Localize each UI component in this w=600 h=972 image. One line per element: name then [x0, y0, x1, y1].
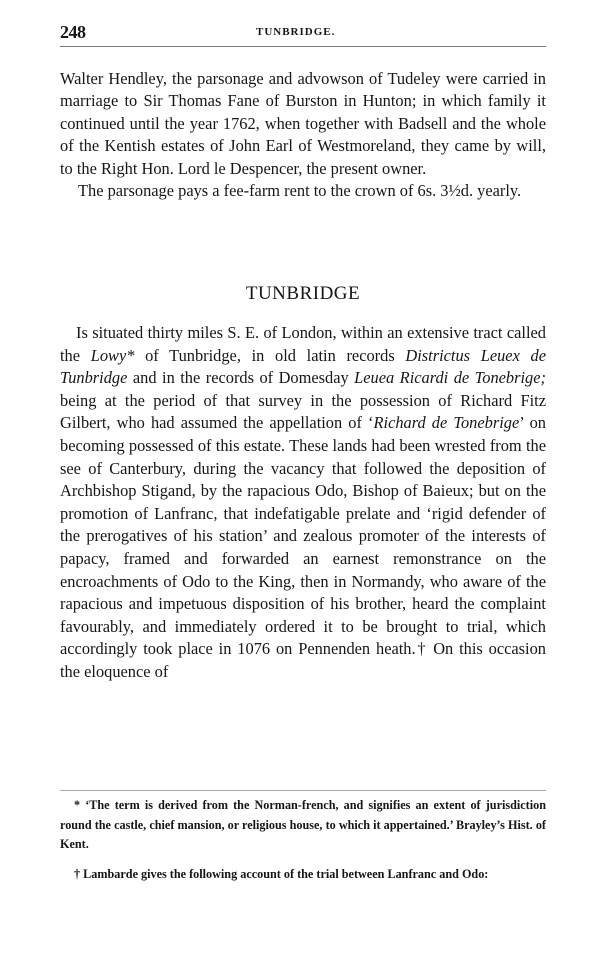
footnote-lowy: * ‘The term is derived from the Norman-french, and signifies an extent of jurisdiction round the castle, chief mansion, or religious house, to which it appertained.’ Brayley’s Hist. of Kent.	[60, 798, 546, 851]
header-rule	[60, 46, 546, 47]
running-title: TUNBRIDGE.	[256, 26, 336, 38]
latin-name-districtus: Districtus Leuex de Tunbridge	[60, 345, 546, 388]
text-run: of Tunbridge, in old latin records	[134, 345, 406, 365]
lowy-term: Lowy*	[90, 345, 135, 365]
footnotes	[60, 796, 546, 884]
running-head	[60, 22, 546, 44]
footnote-rule	[60, 790, 546, 791]
latin-name-leuea: Leuea Ricardi de Tonebrige;	[354, 368, 546, 388]
page-number: 248	[60, 22, 86, 42]
paragraph-tudeley: Walter Hendley, the parsonage and advowson of Tudeley were carried in marriage to Sir Thomas Fane of Burston in Hunton; in which family it continued until the year 1762, when together with Badsell and the whole of the Kentish estates of John Earl of Westmoreland, they came by will, to the Right Hon. Lord le Despencer, the present owner.	[60, 69, 546, 178]
text-run: and in the records of Domesday	[127, 368, 355, 388]
continuation-text	[60, 68, 546, 202]
paragraph-fee-farm: The parsonage pays a fee-farm rent to the crown of 6s. 3½d. yearly.	[78, 181, 522, 201]
text-run: being at the period of that survey in the possession of Richard Fitz Gilbert, who had assumed the appellation of ‘	[60, 390, 546, 433]
appellation-name: Richard de Tonebrige	[373, 413, 520, 433]
footnote-lambarde: † Lambarde gives the following account of the trial between Lanfranc and Odo:	[74, 866, 489, 881]
section-heading: TUNBRIDGE	[245, 283, 361, 304]
text-run: Is situated thirty miles S. E. of London, within an extensive tract called the	[60, 323, 546, 365]
paragraph-tunbridge	[60, 322, 546, 684]
text-run: ’ on becoming possessed of this estate. These lands had been wrested from the see of Canterbury, during the vacancy that followed the deposition of Archbishop Stigand, by the rapacious Odo, Bishop of Baieux; but on the promotion of Lanfranc, that indefatigable prelate and ‘rigid defender of the prerogatives of his station’ and zealous promoter of the interests of papacy, framed and forwarded an earnest remonstrance on the encroachments of Odo to the King, then in Normandy, who aware of the rapacious and impetuous disposition of his brother, heard the complaint favourably, and immediately ordered it to be brought to trial, which accordingly took place in 1076 on Pennenden heath.† On this occasion the eloquence of	[60, 413, 546, 681]
section-text	[60, 322, 546, 684]
